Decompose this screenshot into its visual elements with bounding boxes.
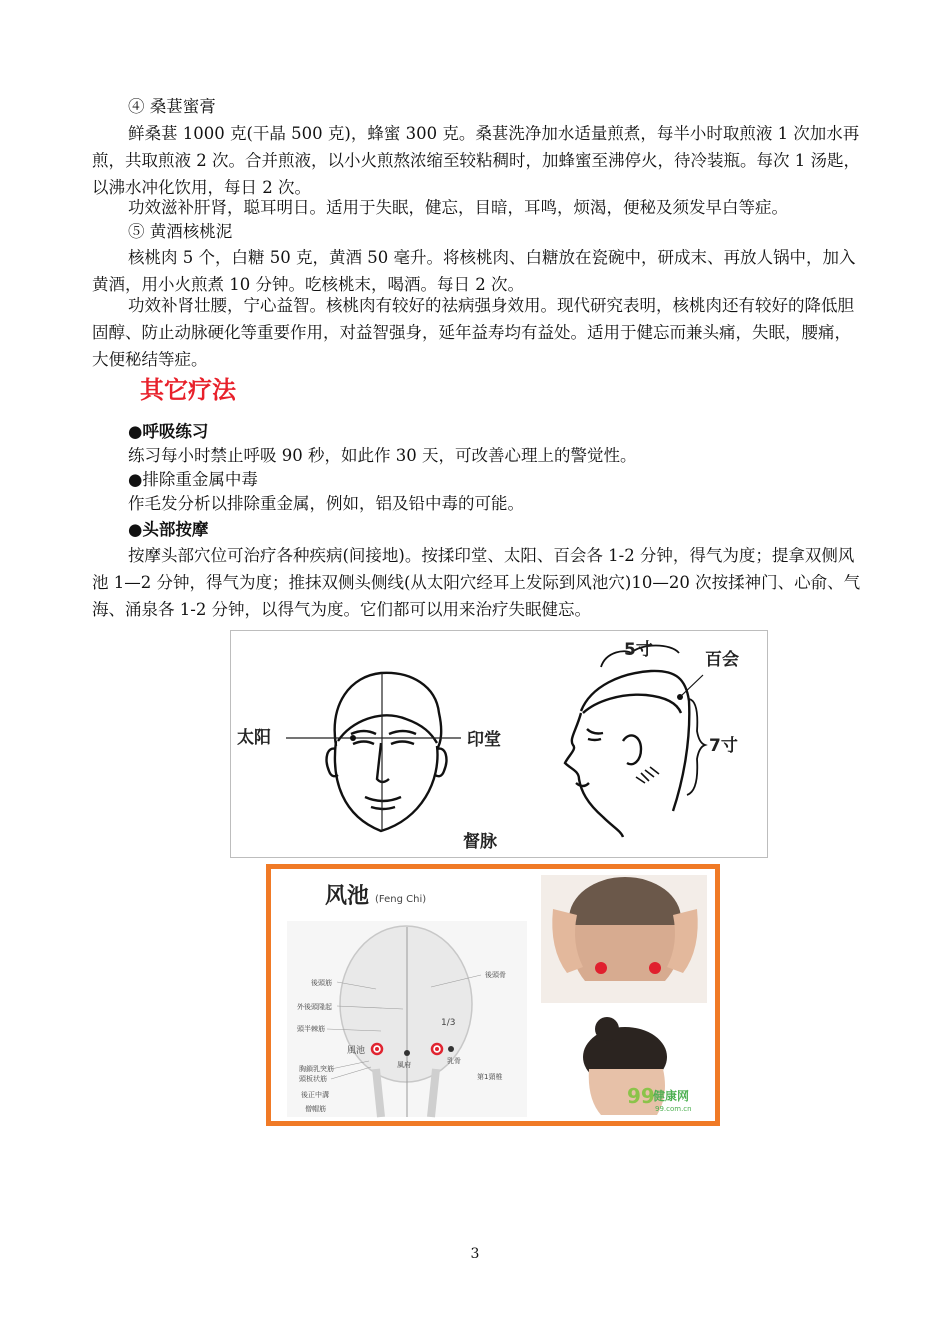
massage-title: ●头部按摩 bbox=[128, 520, 209, 539]
fengchi-title: 风池 bbox=[325, 884, 370, 909]
mid-label: 風府 bbox=[397, 1061, 411, 1069]
fengchi-title-pinyin: (Feng Chi) bbox=[375, 894, 427, 905]
rugu-point bbox=[448, 1046, 454, 1052]
breath-text: 练习每小时禁止呼吸 90 秒，如此作 30 天，可改善心理上的警觉性。 bbox=[128, 446, 637, 465]
fraction-label: 1/3 bbox=[441, 1018, 456, 1028]
fengfu-point bbox=[404, 1050, 410, 1056]
photo-fengchi-left bbox=[595, 962, 607, 974]
right-label-0: 後頭骨 bbox=[485, 971, 506, 979]
side-head-drawing bbox=[565, 671, 689, 837]
watermark-brand: 健康网 bbox=[653, 1089, 690, 1103]
massage-text: 按摩头部穴位可治疗各种疾病(间接地)。按揉印堂、太阳、百会各 1-2 分钟，得气为度；提拿双侧风池 1—2 分钟，得气为度；推抹双侧头侧线(从太阳穴经耳上发际到风池穴)10—20 次按揉神门、心俞、气海、涌泉各 1-2 分钟，以得气为度。它们都可以用来治疗失眠健忘。 bbox=[92, 546, 861, 619]
item4-recipe: 鲜桑葚 1000 克(干晶 500 克)，蜂蜜 300 克。桑葚洗净加水适量煎煮，每半小时取煎液 1 次加水再煎，共取煎液 2 次。合并煎液，以小火煎熬浓缩至较粘稠时，加蜂蜜至沸停火，待冷装瓶。每次 1 汤匙，以沸水冲化饮用，每日 2 次。 bbox=[92, 124, 860, 197]
fengchi-drawing bbox=[271, 869, 715, 1121]
acupoint-diagram-front-side bbox=[230, 630, 768, 858]
left-label-4: 胸鎖乳突筋 bbox=[299, 1065, 334, 1073]
item5-title: ⑤ 黄酒核桃泥 bbox=[128, 222, 233, 241]
right-label-2: 第1頸椎 bbox=[477, 1073, 503, 1081]
baihui-label: 百会 bbox=[705, 650, 739, 670]
acupoint-drawing bbox=[231, 631, 767, 857]
metal-title: ●排除重金属中毒 bbox=[128, 470, 258, 489]
five-cun-label: 5寸 bbox=[624, 640, 653, 660]
left-label-5: 頭板状筋 bbox=[299, 1075, 327, 1083]
seven-cun-label: 7寸 bbox=[709, 736, 738, 756]
neck-photo-top bbox=[541, 875, 707, 1003]
section-heading: 其它疗法 bbox=[140, 376, 236, 404]
front-face-drawing bbox=[327, 673, 447, 831]
left-label-1: 外後頭隆起 bbox=[297, 1003, 332, 1011]
baihui-leader bbox=[680, 675, 703, 697]
page-number: 3 bbox=[470, 1246, 480, 1262]
item5-effect: 功效补肾壮腰，宁心益智。核桃肉有较好的祛病强身效用。现代研究表明，核桃肉还有较好的降低胆固醇、防止动脉硬化等重要作用，对益智强身，延年益寿均有益处。适用于健忘而兼头痛，失眠，腰痛，大便秘结等症。 bbox=[92, 296, 854, 369]
taiyang-point bbox=[350, 735, 356, 741]
yintang-label: 印堂 bbox=[467, 730, 501, 750]
metal-text: 作毛发分析以排除重金属，例如，铝及铅中毒的可能。 bbox=[128, 494, 524, 513]
watermark-url: 99.com.cn bbox=[655, 1105, 692, 1113]
watermark-number: 99 bbox=[627, 1084, 655, 1108]
left-label-6: 後正中溝 bbox=[301, 1091, 329, 1099]
left-label-7: 僧帽筋 bbox=[305, 1105, 326, 1113]
item5-recipe: 核桃肉 5 个，白糖 50 克，黄酒 50 毫升。将核桃肉、白糖放在瓷碗中，研成末、再放人锅中，加入黄酒，用小火煎煮 10 分钟。吃核桃末，喝酒。每日 2 次。 bbox=[92, 248, 856, 294]
dumai-label: 督脉 bbox=[463, 832, 497, 852]
fengchi-figure bbox=[266, 864, 720, 1126]
left-label-0: 後頭筋 bbox=[311, 979, 332, 987]
breath-title: ●呼吸练习 bbox=[128, 422, 209, 441]
photo-fengchi-right bbox=[649, 962, 661, 974]
item4-title: ④ 桑葚蜜膏 bbox=[128, 97, 216, 116]
left-label-3: 風池 bbox=[347, 1046, 366, 1056]
left-label-2: 頭半棘筋 bbox=[297, 1025, 325, 1033]
taiyang-label: 太阳 bbox=[237, 728, 271, 748]
right-label-1: 乳骨 bbox=[447, 1057, 461, 1065]
item4-effect: 功效滋补肝肾，聪耳明日。适用于失眠，健忘，目暗，耳鸣，烦渴，便秘及须发早白等症。 bbox=[128, 198, 788, 217]
